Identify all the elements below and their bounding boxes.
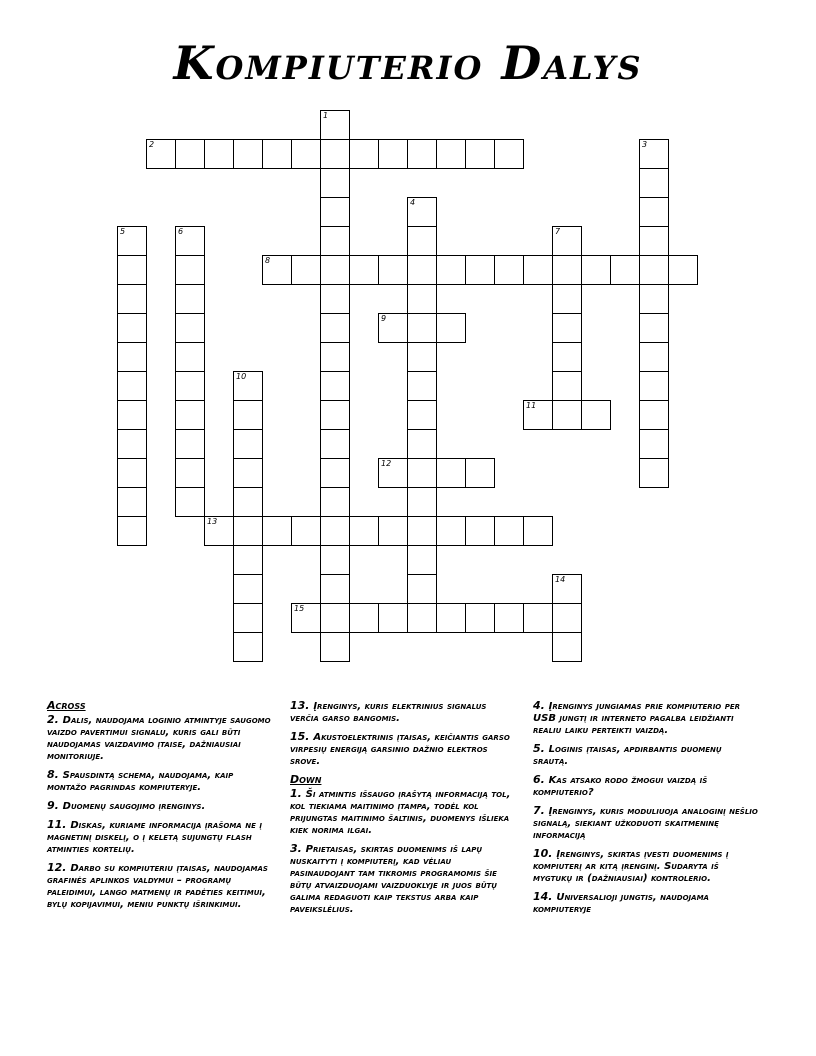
clue-number-label: 1 — [323, 111, 329, 120]
down-clue — [290, 843, 515, 916]
grid-cell[interactable] — [639, 371, 669, 401]
grid-cell[interactable] — [233, 632, 263, 662]
across-clue — [47, 800, 272, 813]
clue-number-label: 12 — [381, 459, 392, 468]
grid-cell[interactable] — [639, 284, 669, 314]
grid-cell[interactable] — [320, 574, 350, 604]
grid-cell[interactable] — [523, 400, 553, 430]
grid-cell[interactable] — [175, 342, 205, 372]
grid-cell[interactable] — [436, 255, 466, 285]
grid-cell[interactable] — [407, 429, 437, 459]
grid-cell[interactable] — [320, 458, 350, 488]
grid-cell[interactable] — [494, 139, 524, 169]
grid-cell[interactable] — [117, 226, 147, 256]
grid-cell[interactable] — [378, 458, 408, 488]
grid-cell[interactable] — [320, 429, 350, 459]
down-clue-list-continued — [533, 700, 758, 916]
grid-cell[interactable] — [320, 603, 350, 633]
grid-cell[interactable] — [407, 516, 437, 546]
grid-cell[interactable] — [320, 255, 350, 285]
grid-cell[interactable] — [349, 255, 379, 285]
grid-cell[interactable] — [175, 429, 205, 459]
grid-cell[interactable] — [639, 313, 669, 343]
grid-cell[interactable] — [407, 458, 437, 488]
clue-number: 1. — [290, 787, 306, 800]
grid-cell[interactable] — [494, 516, 524, 546]
grid-cell[interactable] — [291, 139, 321, 169]
grid-cell[interactable] — [117, 458, 147, 488]
clue-number-label: 2 — [149, 140, 155, 149]
grid-cell[interactable] — [204, 139, 234, 169]
grid-cell[interactable] — [552, 255, 582, 285]
clue-number-label: 8 — [265, 256, 271, 265]
clue-number-label: 10 — [236, 372, 247, 381]
clue-text: Dalis, naudojama loginio atmintyje saugomo vaizdo pavertimui signalu, kuris gali būti naudojamas vaizdavimo įtaise, dažniausiai monitoriuje. — [47, 715, 271, 762]
grid-cell[interactable] — [552, 371, 582, 401]
clue-text: Įrenginys, kuris moduliuoja analoginį nešlio signalą, siekiant užkoduoti skaitmeninę informaciją — [533, 806, 758, 841]
grid-cell[interactable] — [407, 371, 437, 401]
down-clue — [290, 788, 515, 837]
grid-cell[interactable] — [233, 603, 263, 633]
grid-cell[interactable] — [436, 139, 466, 169]
grid-cell[interactable] — [407, 487, 437, 517]
grid-cell[interactable] — [146, 139, 176, 169]
grid-cell[interactable] — [117, 516, 147, 546]
grid-cell[interactable] — [639, 197, 669, 227]
grid-cell[interactable] — [320, 110, 350, 140]
clue-number: 9. — [47, 799, 63, 812]
clue-text: Spausdintą schema, naudojama, kaip montažo pagrindas kompiuteryje. — [47, 770, 234, 793]
grid-cell[interactable] — [407, 284, 437, 314]
grid-cell[interactable] — [320, 139, 350, 169]
grid-cell[interactable] — [581, 255, 611, 285]
grid-cell[interactable] — [436, 603, 466, 633]
clue-number: 8. — [47, 768, 63, 781]
grid-cell[interactable] — [262, 516, 292, 546]
across-clue — [47, 769, 272, 794]
clue-number: 3. — [290, 842, 306, 855]
grid-cell[interactable] — [407, 255, 437, 285]
clue-text: Kas atsako rodo žmogui vaizdą iš kompiuterio? — [533, 775, 708, 798]
grid-cell[interactable] — [233, 545, 263, 575]
grid-cell[interactable] — [320, 632, 350, 662]
clue-number-label: 15 — [294, 604, 305, 613]
grid-cell[interactable] — [175, 458, 205, 488]
grid-cell[interactable] — [552, 632, 582, 662]
clue-number-label: 7 — [555, 227, 561, 236]
clue-number-label: 3 — [642, 140, 648, 149]
clue-number-label: 9 — [381, 314, 387, 323]
grid-cell[interactable] — [639, 400, 669, 430]
grid-cell[interactable] — [320, 487, 350, 517]
clue-text: Diskas, kuriame informacija įrašoma ne į magnetinį diskelį, o į keletą sujungtų flash atminties kortelių. — [47, 820, 262, 855]
grid-cell[interactable] — [291, 516, 321, 546]
grid-cell[interactable] — [349, 516, 379, 546]
grid-cell[interactable] — [639, 139, 669, 169]
clue-text: Akustoelektrinis įtaisas, keičiantis garso virpesių energiją garsinio dažnio elektros srove. — [290, 732, 510, 767]
down-clue — [533, 848, 758, 885]
across-clue — [290, 700, 515, 725]
clues-column-2 — [290, 700, 515, 922]
clues-column-1 — [47, 700, 272, 917]
grid-cell[interactable] — [436, 516, 466, 546]
grid-cell[interactable] — [407, 226, 437, 256]
grid-cell[interactable] — [117, 255, 147, 285]
clue-number: 11. — [47, 818, 71, 831]
grid-cell[interactable] — [523, 516, 553, 546]
grid-cell[interactable] — [233, 371, 263, 401]
clue-number: 12. — [47, 861, 71, 874]
clue-text: Darbo su kompiuteriu įtaisas, naudojamas grafinės aplinkos valdymui – programų paleidimui, lango matmenų ir padėties keitimui, bylų kopijavimui, meniu punktų išrinkimui. — [47, 863, 268, 910]
across-heading: Across — [47, 699, 86, 712]
grid-cell[interactable] — [175, 313, 205, 343]
across-clue — [47, 714, 272, 763]
clue-number-label: 6 — [178, 227, 184, 236]
down-clue — [533, 891, 758, 916]
grid-cell[interactable] — [175, 400, 205, 430]
grid-cell[interactable] — [552, 313, 582, 343]
grid-cell[interactable] — [378, 516, 408, 546]
grid-cell[interactable] — [378, 603, 408, 633]
grid-cell[interactable] — [378, 313, 408, 343]
grid-cell[interactable] — [233, 458, 263, 488]
clue-number: 5. — [533, 742, 549, 755]
clue-number-label: 13 — [207, 517, 218, 526]
grid-cell[interactable] — [465, 603, 495, 633]
clue-number-label: 14 — [555, 575, 566, 584]
grid-cell[interactable] — [552, 284, 582, 314]
clue-number: 6. — [533, 773, 549, 786]
grid-cell[interactable] — [639, 226, 669, 256]
grid-cell[interactable] — [175, 284, 205, 314]
grid-cell[interactable] — [639, 255, 669, 285]
clue-number-label: 4 — [410, 198, 416, 207]
clue-text: Prietaisas, skirtas duomenims iš lapų nuskaityti į kompiuterį, kad vėliau pasinaudojant tam tikromis programomis šie būtų atvaizduojami vaizduoklyje ir juos būtų galima redaguoti kaip tekstus arba kaip paveikslėlius. — [290, 844, 497, 915]
across-clue-list — [47, 714, 272, 911]
across-clue — [290, 731, 515, 768]
clue-text: Universalioji jungtis, naudojama kompiuteryje — [533, 892, 709, 915]
grid-cell[interactable] — [523, 603, 553, 633]
clue-number: 10. — [533, 847, 557, 860]
grid-cell[interactable] — [552, 342, 582, 372]
across-clue-list-continued — [290, 700, 515, 768]
grid-cell[interactable] — [320, 168, 350, 198]
grid-cell[interactable] — [494, 603, 524, 633]
clue-number-label: 5 — [120, 227, 126, 236]
grid-cell[interactable] — [233, 400, 263, 430]
grid-cell[interactable] — [407, 342, 437, 372]
clue-text: Loginis įtaisas, apdirbantis duomenų srautą. — [533, 744, 722, 767]
grid-cell[interactable] — [175, 255, 205, 285]
grid-cell[interactable] — [407, 574, 437, 604]
grid-cell[interactable] — [552, 400, 582, 430]
grid-cell[interactable] — [320, 342, 350, 372]
across-clue — [47, 862, 272, 911]
grid-cell[interactable] — [262, 255, 292, 285]
grid-cell[interactable] — [639, 342, 669, 372]
clue-number-label: 11 — [526, 401, 537, 410]
grid-cell[interactable] — [436, 458, 466, 488]
grid-cell[interactable] — [291, 603, 321, 633]
grid-cell[interactable] — [117, 400, 147, 430]
clue-text: Įrenginys, skirtas įvesti duomenims į kompiuterį ar kitą įrenginį. Sudaryta iš mygtukų ir (dažniausiai) kontrolerio. — [533, 849, 729, 884]
grid-cell[interactable] — [320, 197, 350, 227]
grid-cell[interactable] — [175, 487, 205, 517]
grid-cell[interactable] — [175, 226, 205, 256]
grid-cell[interactable] — [320, 226, 350, 256]
grid-cell[interactable] — [407, 313, 437, 343]
grid-cell[interactable] — [117, 371, 147, 401]
clue-text: Įrenginys jungiamas prie kompiuterio per USB jungtį ir interneto pagalba leidžianti realiu laiku perteikti vaizdą. — [533, 701, 741, 736]
grid-cell[interactable] — [233, 516, 263, 546]
grid-cell[interactable] — [320, 313, 350, 343]
clue-number: 14. — [533, 890, 557, 903]
down-clue — [533, 700, 758, 737]
grid-cell[interactable] — [233, 574, 263, 604]
clue-number: 4. — [533, 699, 549, 712]
grid-cell[interactable] — [291, 255, 321, 285]
grid-cell[interactable] — [117, 429, 147, 459]
down-heading: Down — [290, 773, 322, 786]
grid-cell[interactable] — [117, 313, 147, 343]
clue-text: Įrenginys, kuris elektrinius signalus verčia garso bangomis. — [290, 701, 487, 724]
grid-cell[interactable] — [175, 139, 205, 169]
grid-cell[interactable] — [378, 139, 408, 169]
grid-cell[interactable] — [436, 313, 466, 343]
grid-cell[interactable] — [407, 400, 437, 430]
grid-cell[interactable] — [639, 458, 669, 488]
grid-cell[interactable] — [668, 255, 698, 285]
grid-cell[interactable] — [320, 400, 350, 430]
clue-number: 13. — [290, 699, 314, 712]
grid-cell[interactable] — [407, 603, 437, 633]
grid-cell[interactable] — [233, 487, 263, 517]
down-clue — [533, 743, 758, 768]
grid-cell[interactable] — [117, 284, 147, 314]
grid-cell[interactable] — [407, 197, 437, 227]
grid-cell[interactable] — [204, 516, 234, 546]
grid-cell[interactable] — [610, 255, 640, 285]
grid-cell[interactable] — [552, 574, 582, 604]
grid-cell[interactable] — [465, 255, 495, 285]
grid-cell[interactable] — [552, 226, 582, 256]
grid-cell[interactable] — [465, 516, 495, 546]
clue-number: 2. — [47, 713, 63, 726]
puzzle-title: Kompiuterio Dalys — [173, 36, 643, 90]
grid-cell[interactable] — [378, 255, 408, 285]
grid-cell[interactable] — [320, 516, 350, 546]
grid-cell[interactable] — [233, 139, 263, 169]
down-clue — [533, 805, 758, 842]
grid-cell[interactable] — [262, 139, 292, 169]
grid-cell[interactable] — [523, 255, 553, 285]
grid-cell[interactable] — [349, 139, 379, 169]
grid-cell[interactable] — [117, 342, 147, 372]
grid-cell[interactable] — [407, 139, 437, 169]
down-clue — [533, 774, 758, 799]
grid-cell[interactable] — [349, 603, 379, 633]
grid-cell[interactable] — [465, 458, 495, 488]
clue-text: Duomenų saugojimo įrenginys. — [62, 801, 206, 812]
down-clue-list — [290, 788, 515, 916]
grid-cell[interactable] — [320, 545, 350, 575]
clue-text: Ši atmintis išsaugo įrašytą informaciją tol, kol tiekiama maitinimo įtampa, todėl kol prijungtas maitinimo šaltinis, duomenys išlieka kiek norima ilgai. — [290, 789, 511, 836]
grid-cell[interactable] — [320, 371, 350, 401]
grid-cell[interactable] — [465, 139, 495, 169]
grid-cell[interactable] — [407, 545, 437, 575]
clue-number: 15. — [290, 730, 314, 743]
clue-number: 7. — [533, 804, 549, 817]
grid-cell[interactable] — [581, 400, 611, 430]
grid-cell[interactable] — [233, 429, 263, 459]
grid-cell[interactable] — [117, 487, 147, 517]
grid-cell[interactable] — [494, 255, 524, 285]
across-clue — [47, 819, 272, 856]
clues-column-3 — [533, 700, 758, 922]
grid-cell[interactable] — [639, 168, 669, 198]
grid-cell[interactable] — [552, 603, 582, 633]
grid-cell[interactable] — [320, 284, 350, 314]
grid-cell[interactable] — [175, 371, 205, 401]
grid-cell[interactable] — [639, 429, 669, 459]
